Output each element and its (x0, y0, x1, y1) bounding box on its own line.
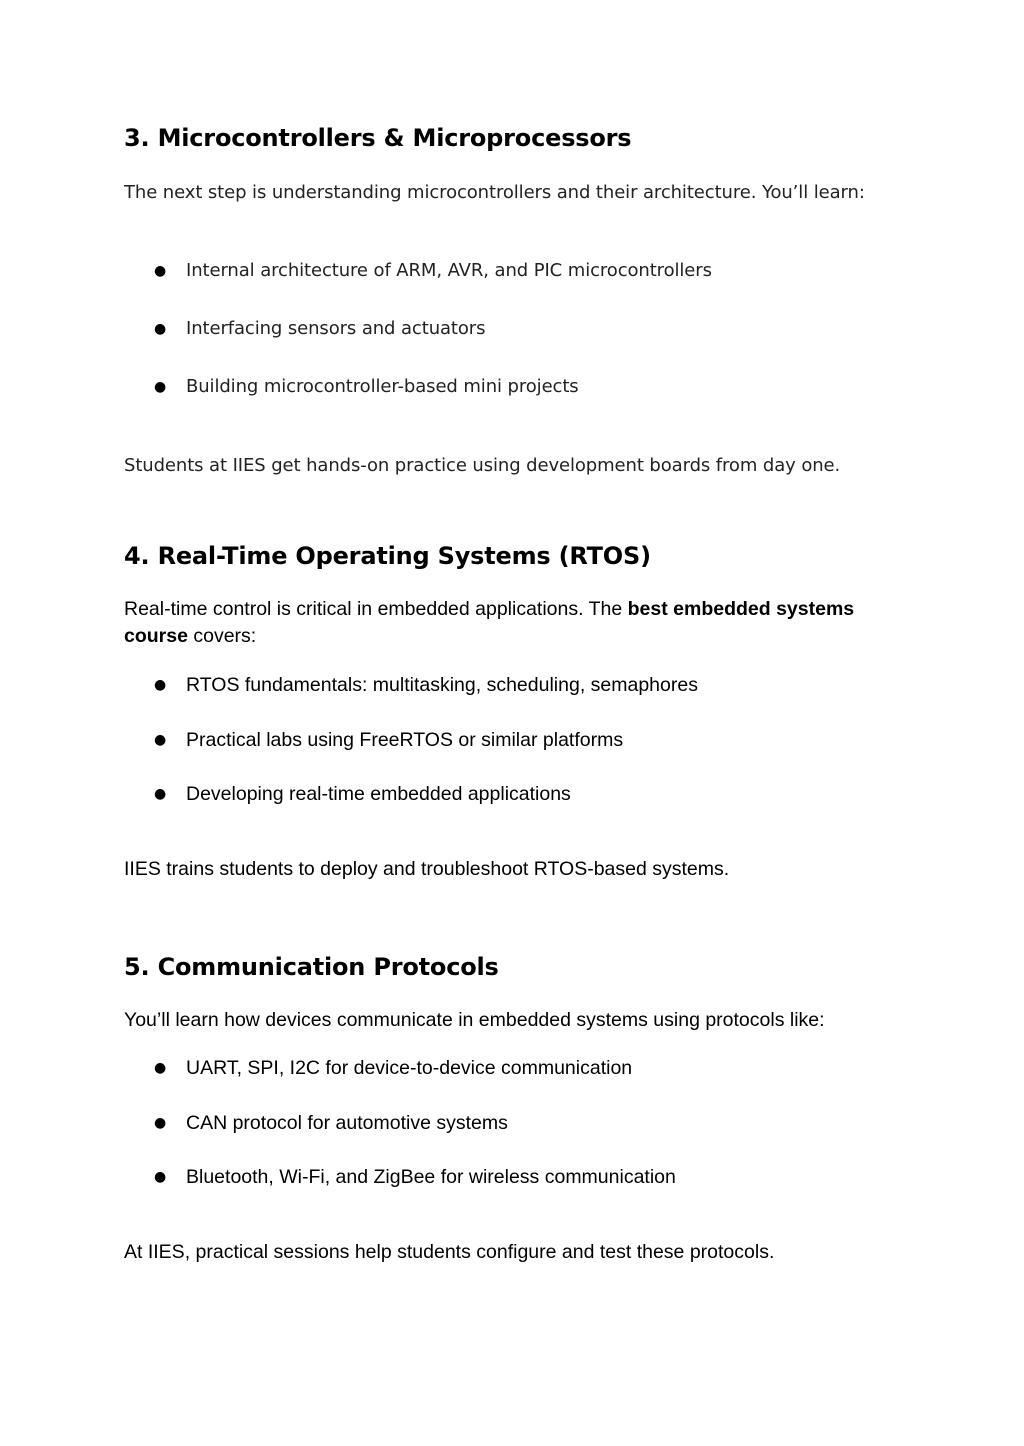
bullet-icon: ● (154, 677, 167, 693)
intro-text: Real-time control is critical in embedded applications. The (124, 598, 628, 620)
intro-paragraph (124, 596, 904, 650)
section-4 (124, 540, 904, 572)
list-item-text: Building microcontroller-based mini projects (186, 376, 579, 397)
section-3 (124, 122, 904, 154)
bullet-icon: ● (154, 379, 167, 395)
bullet-icon: ● (154, 732, 167, 748)
bullet-icon: ● (154, 1115, 167, 1131)
list-item-text: Internal architecture of ARM, AVR, and PIC microcontrollers (186, 260, 712, 281)
bullet-icon: ● (154, 321, 167, 337)
intro-text-end: covers: (187, 625, 257, 647)
intro-bold-text: best embedded systems course (124, 598, 855, 647)
intro-paragraph: You’ll learn how devices communicate in embedded systems using protocols like: (124, 1009, 825, 1031)
list-item-text: Practical labs using FreeRTOS or similar platforms (186, 729, 624, 751)
section-heading: 5. Communication Protocols (124, 953, 499, 981)
section-3-outro (124, 451, 884, 480)
list-item-text: Bluetooth, Wi-Fi, and ZigBee for wireless communication (186, 1166, 676, 1188)
section-4-outro (124, 856, 904, 883)
list-item-text: Interfacing sensors and actuators (186, 318, 486, 339)
outro-paragraph: At IIES, practical sessions help students configure and test these protocols. (124, 1241, 775, 1263)
bullet-icon: ● (154, 263, 167, 279)
section-3-intro (124, 178, 884, 207)
list-item-text: CAN protocol for automotive systems (186, 1112, 508, 1134)
intro-paragraph: The next step is understanding microcontrollers and their architecture. You’ll learn: (124, 182, 865, 203)
section-5-outro (124, 1239, 904, 1266)
bullet-icon: ● (154, 786, 167, 802)
section-5-intro (124, 1007, 904, 1034)
section-5 (124, 951, 904, 983)
outro-paragraph: IIES trains students to deploy and troubleshoot RTOS-based systems. (124, 858, 730, 880)
section-heading: 4. Real-Time Operating Systems (RTOS) (124, 542, 651, 570)
list-item-text: Developing real-time embedded applications (186, 783, 571, 805)
section-4-intro (124, 596, 904, 650)
section-heading: 3. Microcontrollers & Microprocessors (124, 124, 632, 152)
outro-paragraph: Students at IIES get hands-on practice using development boards from day one. (124, 455, 841, 476)
bullet-icon: ● (154, 1060, 167, 1076)
bullet-icon: ● (154, 1169, 167, 1185)
list-item-text: UART, SPI, I2C for device-to-device communication (186, 1057, 633, 1079)
list-item-text: RTOS fundamentals: multitasking, scheduling, semaphores (186, 674, 698, 696)
